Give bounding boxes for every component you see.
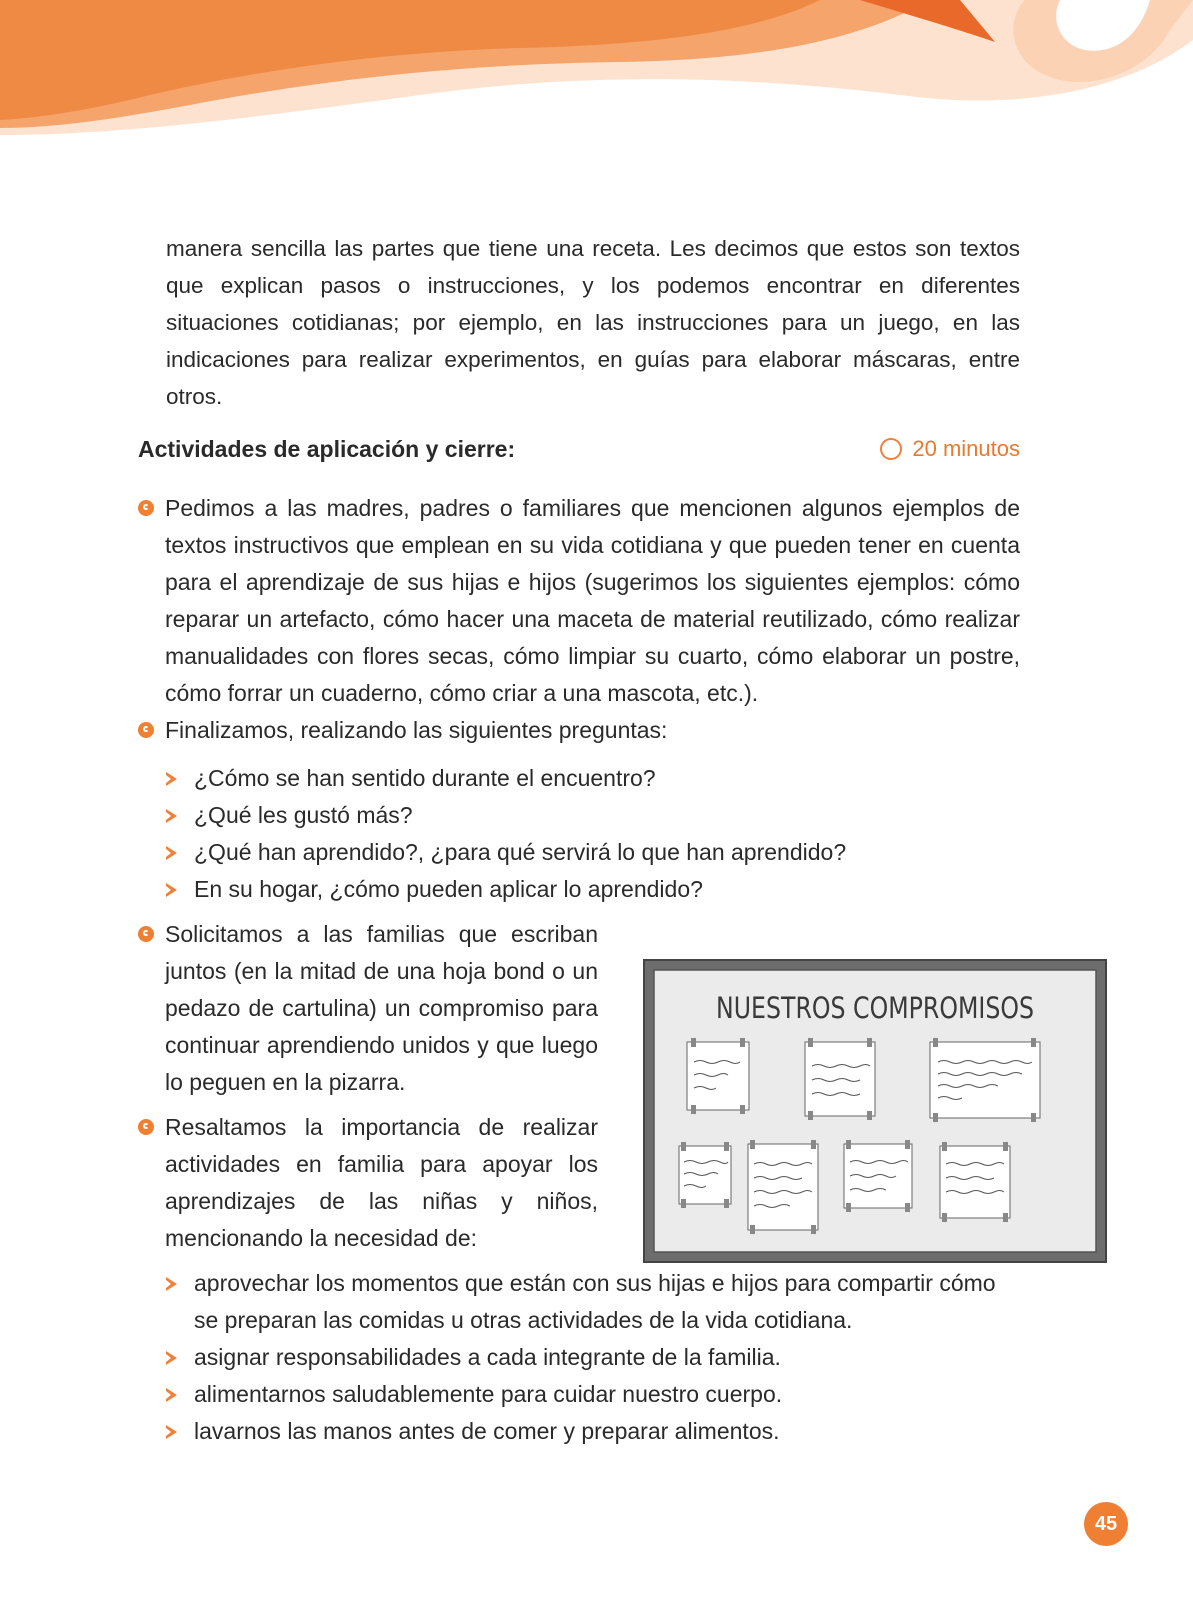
bullet-icon: [138, 722, 154, 738]
note-paper: [805, 1038, 875, 1120]
bullet-text: Finalizamos, realizando las siguientes preguntas:: [165, 717, 668, 743]
bullet-icon: [138, 500, 154, 516]
board-title: NUESTROS COMPROMISOS: [716, 991, 1034, 1025]
need-item: lavarnos las manos antes de comer y preparar alimentos.: [166, 1413, 1020, 1450]
bullet-item: [138, 916, 598, 1101]
arrow-icon: [166, 846, 177, 860]
note-paper: [679, 1142, 731, 1208]
question-item: ¿Qué les gustó más?: [166, 797, 1020, 834]
note-paper: [844, 1140, 912, 1212]
note-paper: [930, 1038, 1040, 1122]
arrow-icon: [166, 1277, 177, 1291]
bullet-text: Pedimos a las madres, padres o familiares que mencionen algunos ejemplos de textos instructivos que emplean en su vida cotidiana y que pueden tener en cuenta para el aprendizaje de sus hijas e hijos (sugerimos los siguientes ejemplos: cómo reparar un artefacto, cómo hacer una maceta de material reutilizado, cómo realizar manualidades con flores secas, cómo limpiar su cuarto, cómo elaborar un postre, cómo forrar un cuaderno, cómo criar a una mascota, etc.).: [165, 495, 1020, 706]
page-number: 45: [1084, 1502, 1128, 1546]
arrow-icon: [166, 1425, 177, 1439]
bullet-item: [138, 1109, 598, 1257]
arrow-icon: [166, 772, 177, 786]
note-paper: [940, 1142, 1010, 1222]
arrow-icon: [166, 1388, 177, 1402]
question-item: En su hogar, ¿cómo pueden aplicar lo aprendido?: [166, 871, 1020, 908]
question-item: ¿Qué han aprendido?, ¿para qué servirá lo que han aprendido?: [166, 834, 1020, 871]
bullet-item: [138, 712, 1020, 749]
bullet-icon: [138, 1119, 154, 1135]
duration-badge: [880, 432, 1020, 466]
bullet-icon: [138, 926, 154, 942]
note-paper: [748, 1140, 818, 1234]
need-item: asignar responsabilidades a cada integrante de la familia.: [166, 1339, 1020, 1376]
section-title: Actividades de aplicación y cierre:: [138, 436, 516, 462]
need-item: alimentarnos saludablemente para cuidar nuestro cuerpo.: [166, 1376, 1020, 1413]
bullet-item: [138, 490, 1020, 712]
arrow-icon: [166, 1351, 177, 1365]
arrow-icon: [166, 809, 177, 823]
intro-paragraph: manera sencilla las partes que tiene una receta. Les decimos que estos son textos que explican pasos o instrucciones, y los podemos encontrar en diferentes situaciones cotidianas; por ejemplo, en las instrucciones para un juego, en las indicaciones para realizar experimentos, en guías para elaborar máscaras, entre otros.: [166, 236, 1020, 409]
needs-list: [166, 1265, 1020, 1450]
need-item: aprovechar los momentos que están con sus hijas e hijos para compartir cómo se preparan las comidas u otras actividades de la vida cotidiana.: [166, 1265, 1020, 1339]
header-wave-decoration: [0, 0, 1193, 150]
board-drawing: [642, 958, 1108, 1264]
commitments-board-illustration: [642, 958, 1108, 1264]
question-item: ¿Cómo se han sentido durante el encuentro?: [166, 760, 1020, 797]
arrow-icon: [166, 883, 177, 897]
duration-text: 20 minutos: [912, 436, 1020, 461]
bullet-text: Solicitamos a las familias que escriban juntos (en la mitad de una hoja bond o un pedazo de cartulina) un compromiso para continuar aprendiendo unidos y que luego lo peguen en la pizarra.: [165, 921, 598, 1095]
bullet-text: Resaltamos la importancia de realizar actividades en familia para apoyar los aprendizajes de las niñas y niños, mencionando la necesidad de:: [165, 1114, 598, 1251]
clock-icon: [880, 438, 902, 460]
note-paper: [687, 1038, 749, 1114]
section-header: [138, 432, 1020, 466]
questions-list: [166, 760, 1020, 908]
